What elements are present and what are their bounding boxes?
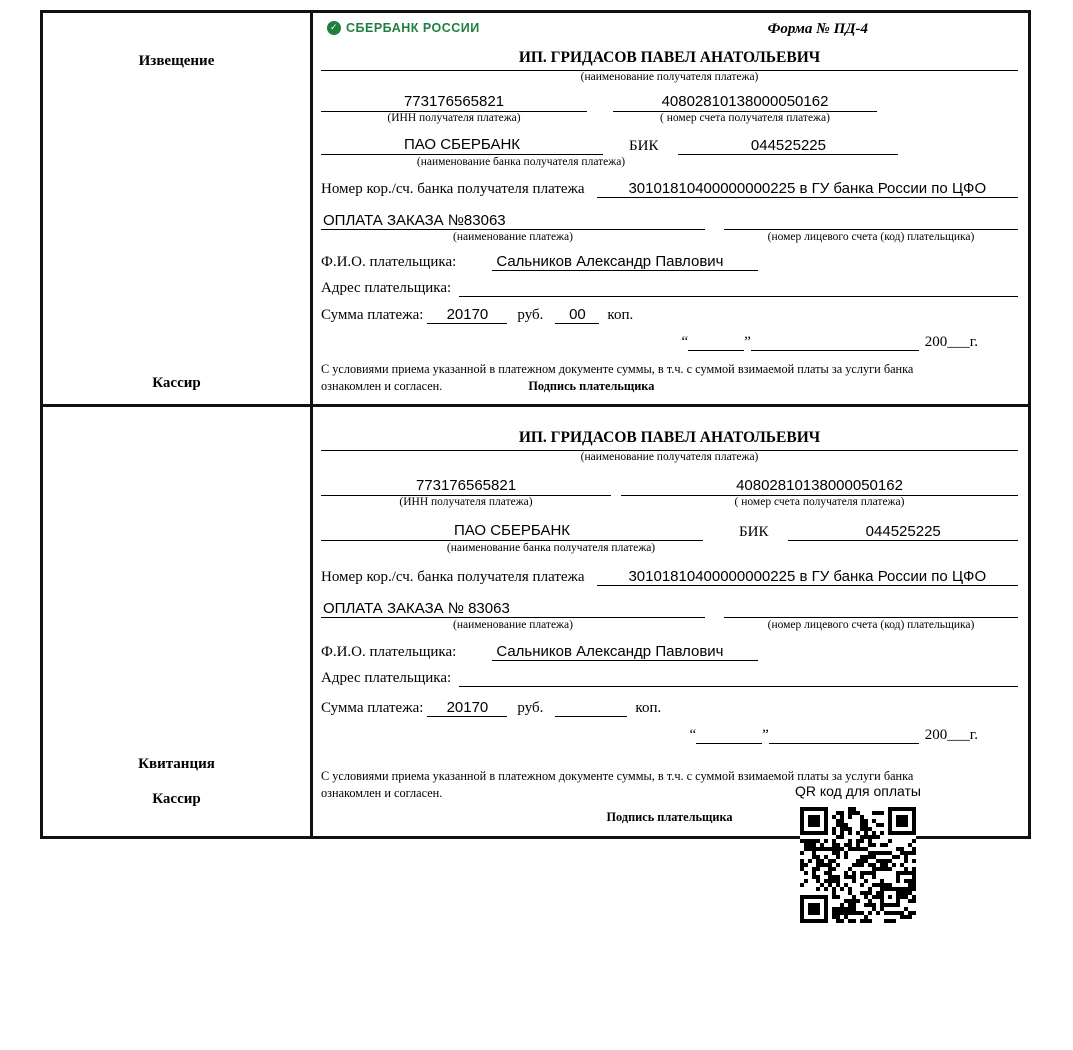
pd4-form: [40, 10, 1031, 839]
kop-value: 00: [555, 306, 599, 324]
payee-caption: (наименование получателя платежа): [580, 71, 759, 83]
section-izveshchenie: [43, 13, 1028, 404]
payment-name-row: [321, 600, 1018, 618]
payer-name-value: Сальников Александр Павлович: [492, 253, 758, 271]
payer-address-row: [321, 280, 1018, 297]
qr-code: [800, 807, 916, 923]
date-year: 200___г.: [924, 727, 978, 744]
account-value: 40802810138000050162: [613, 93, 877, 112]
payment-captions: [321, 619, 1018, 631]
payment-caption: (наименование платежа): [453, 231, 573, 243]
bank-name: ПАО СБЕРБАНК: [321, 522, 703, 541]
payee-caption: (наименование получателя платежа): [580, 451, 759, 464]
sum-label: Сумма платежа:: [321, 700, 424, 717]
sberbank-logo-text: СБЕРБАНК РОССИИ: [346, 21, 480, 35]
bik-value: 044525225: [788, 523, 1018, 541]
payer-name-value: Сальников Александр Павлович: [492, 643, 758, 661]
sberbank-logo-icon: [327, 21, 341, 35]
date-month-line: [769, 729, 919, 744]
account-block: [621, 477, 1018, 508]
bik-label: БИК: [629, 138, 659, 154]
payer-name-row: [321, 643, 1018, 661]
payer-address-label: Адрес плательщика:: [321, 280, 452, 296]
header-row: [321, 17, 1018, 47]
agreement-line2: ознакомлен и согласен.: [321, 378, 443, 393]
qr-label: QR код для оплаты: [794, 783, 921, 799]
agreement-line1: С условиями приема указанной в платежном документе суммы, в т.ч. с суммой взимаемой платы за услуги банка: [321, 769, 914, 784]
section-kvitanciya: [43, 404, 1028, 836]
sum-value: 20170: [427, 306, 507, 324]
personal-account-caption: (номер лицевого счета (код) плательщика): [767, 619, 975, 632]
agreement-block: [321, 361, 1018, 394]
inn-block: [321, 477, 611, 508]
personal-account-line: [724, 212, 1018, 230]
side-label-kvitanciya: Квитанция: [138, 755, 215, 772]
payment-name: ОПЛАТА ЗАКАЗА № 83063: [321, 600, 705, 618]
agreement-line2-row: [321, 378, 1018, 395]
payer-signature-label: Подпись плательщика: [606, 810, 733, 825]
payment-name-row: [321, 212, 1018, 230]
sum-label: Сумма платежа:: [321, 307, 424, 323]
payee-name: ИП. ГРИДАСОВ ПАВЕЛ АНАТОЛЬЕВИЧ: [321, 49, 1018, 71]
payer-address-line: [459, 280, 1018, 297]
corr-value: 30101810400000000225 в ГУ банка России по ЦФО: [597, 180, 1018, 198]
side-label-kassir: Кассир: [152, 790, 201, 807]
account-block: [613, 93, 877, 124]
rub-label: руб.: [517, 700, 544, 717]
payment-sum-row: [321, 306, 1018, 324]
inn-account-row: [321, 93, 1018, 124]
side-label-kassir: Кассир: [152, 375, 201, 392]
sberbank-logo: [327, 21, 480, 35]
corr-account-row: [321, 568, 1018, 586]
payment-caption: (наименование платежа): [453, 619, 573, 632]
inn-value: 773176565821: [321, 93, 587, 112]
corr-account-row: [321, 180, 1018, 198]
inn-caption: (ИНН получателя платежа): [399, 496, 533, 509]
payer-address-label: Адрес плательщика:: [321, 670, 452, 687]
payer-signature-label: Подпись плательщика: [528, 378, 655, 393]
payer-address-line: [459, 670, 1018, 687]
corr-label: Номер кор./сч. банка получателя платежа: [321, 569, 585, 586]
inn-value: 773176565821: [321, 477, 611, 496]
payer-name-label: Ф.И.О. плательщика:: [321, 254, 457, 270]
side-column-izveshchenie: [43, 13, 313, 404]
agreement-line1: С условиями приема указанной в платежном документе суммы, в т.ч. с суммой взимаемой платы за услуги банка: [321, 362, 914, 376]
date-quote-close: ”: [762, 727, 769, 744]
bank-caption: (наименование банка получателя платежа): [416, 156, 626, 168]
corr-label: Номер кор./сч. банка получателя платежа: [321, 181, 585, 197]
rub-label: руб.: [517, 307, 544, 323]
corr-value: 30101810400000000225 в ГУ банка России по ЦФО: [597, 568, 1018, 586]
personal-account-caption: (номер лицевого счета (код) плательщика): [767, 231, 975, 243]
main-izveshchenie: [313, 13, 1028, 404]
account-caption: ( номер счета получателя платежа): [734, 496, 905, 509]
account-value: 40802810138000050162: [621, 477, 1018, 496]
date-quote-open: “: [681, 334, 689, 350]
side-label-izveshchenie: Извещение: [138, 53, 215, 69]
bank-caption: (наименование банка получателя платежа): [446, 542, 656, 555]
inn-caption: (ИНН получателя платежа): [387, 112, 521, 124]
kop-label: коп.: [607, 307, 634, 323]
payer-name-label: Ф.И.О. плательщика:: [321, 644, 457, 661]
kop-value: [555, 699, 627, 717]
payer-name-row: [321, 253, 1018, 271]
bik-value: 044525225: [678, 137, 898, 155]
main-kvitanciya: [313, 407, 1028, 836]
account-caption: ( номер счета получателя платежа): [660, 112, 830, 124]
payer-address-row: [321, 670, 1018, 687]
bik-label: БИК: [739, 524, 769, 541]
payment-name: ОПЛАТА ЗАКАЗА №83063: [321, 212, 705, 230]
qr-block: [752, 783, 964, 928]
form-number: Форма № ПД-4: [767, 21, 868, 37]
side-column-kvitanciya: [43, 407, 313, 836]
sum-value: 20170: [427, 699, 507, 717]
kop-label: коп.: [635, 700, 662, 717]
bank-row: [321, 522, 1018, 541]
bank-row: [321, 136, 1018, 155]
inn-block: [321, 93, 587, 124]
date-year: 200___г.: [924, 334, 978, 350]
personal-account-line: [724, 600, 1018, 618]
date-quote-close: ”: [744, 334, 751, 350]
date-day-line: [696, 729, 762, 744]
date-row: [321, 334, 978, 351]
payment-sum-row: [321, 699, 1018, 717]
date-row: [321, 727, 978, 744]
date-day-line: [688, 336, 744, 351]
bank-name: ПАО СБЕРБАНК: [321, 136, 603, 155]
inn-account-row: [321, 477, 1018, 508]
payee-name: ИП. ГРИДАСОВ ПАВЕЛ АНАТОЛЬЕВИЧ: [321, 429, 1018, 451]
date-month-line: [751, 336, 919, 351]
payment-captions: [321, 231, 1018, 243]
date-quote-open: “: [689, 727, 697, 744]
agreement-line2: ознакомлен и согласен.: [321, 785, 443, 800]
